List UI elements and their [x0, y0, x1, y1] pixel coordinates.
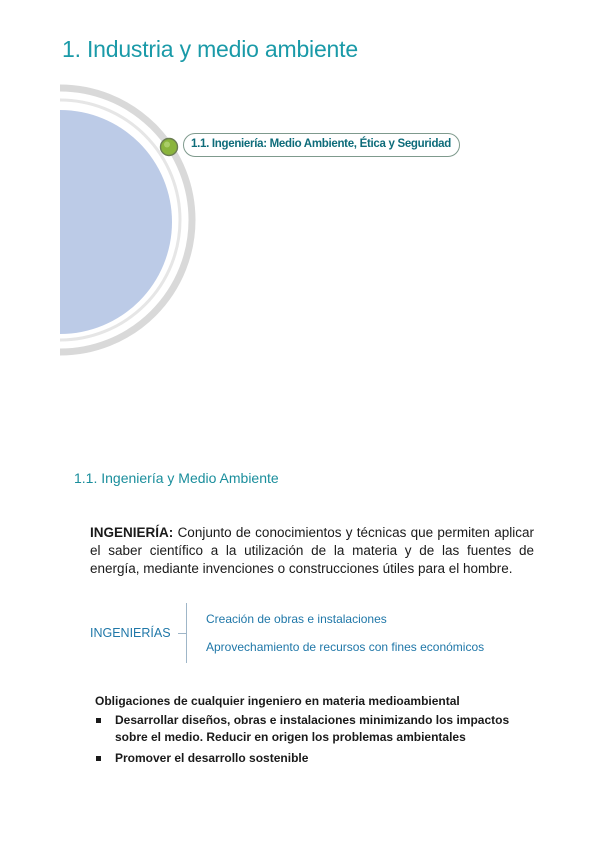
definition-paragraph [90, 524, 534, 578]
list-item-text: Desarrollar diseños, obras e instalaciones minimizando los impactos sobre el medio. Reducir en origen los problemas ambientales [115, 713, 510, 744]
definition-text: Conjunto de conocimientos y técnicas que permiten aplicar el saber científico a la utilización de la materia y de las fuentes de energía, mediante invenciones o construcciones útiles para el hombre. [90, 525, 534, 576]
branch-label: INGENIERÍAS [90, 626, 171, 640]
topic-bubble[interactable]: 1.1. Ingeniería: Medio Ambiente, Ética y Seguridad [183, 133, 460, 157]
section-title: 1.1. Ingeniería y Medio Ambiente [74, 470, 279, 486]
list-item [96, 750, 526, 767]
obligations-title: Obligaciones de cualquier ingeniero en materia medioambiental [95, 694, 460, 708]
blue-half-disk [60, 110, 172, 334]
square-bullet-icon [96, 756, 101, 761]
branch-connector [178, 633, 186, 634]
decorative-circle-graphic [0, 80, 200, 370]
square-bullet-icon [96, 718, 101, 723]
obligations-list [96, 712, 526, 771]
bullet-dot-icon [159, 137, 179, 157]
definition-term: INGENIERÍA: [90, 525, 174, 540]
branch-item-recursos: Aprovechamiento de recursos con fines económicos [206, 640, 485, 654]
slide-title: 1. Industria y medio ambiente [62, 36, 358, 62]
branch-bracket-line [186, 603, 187, 663]
list-item [96, 712, 526, 746]
branch-item-obras: Creación de obras e instalaciones [206, 612, 387, 626]
list-item-text: Promover el desarrollo sostenible [115, 751, 309, 765]
